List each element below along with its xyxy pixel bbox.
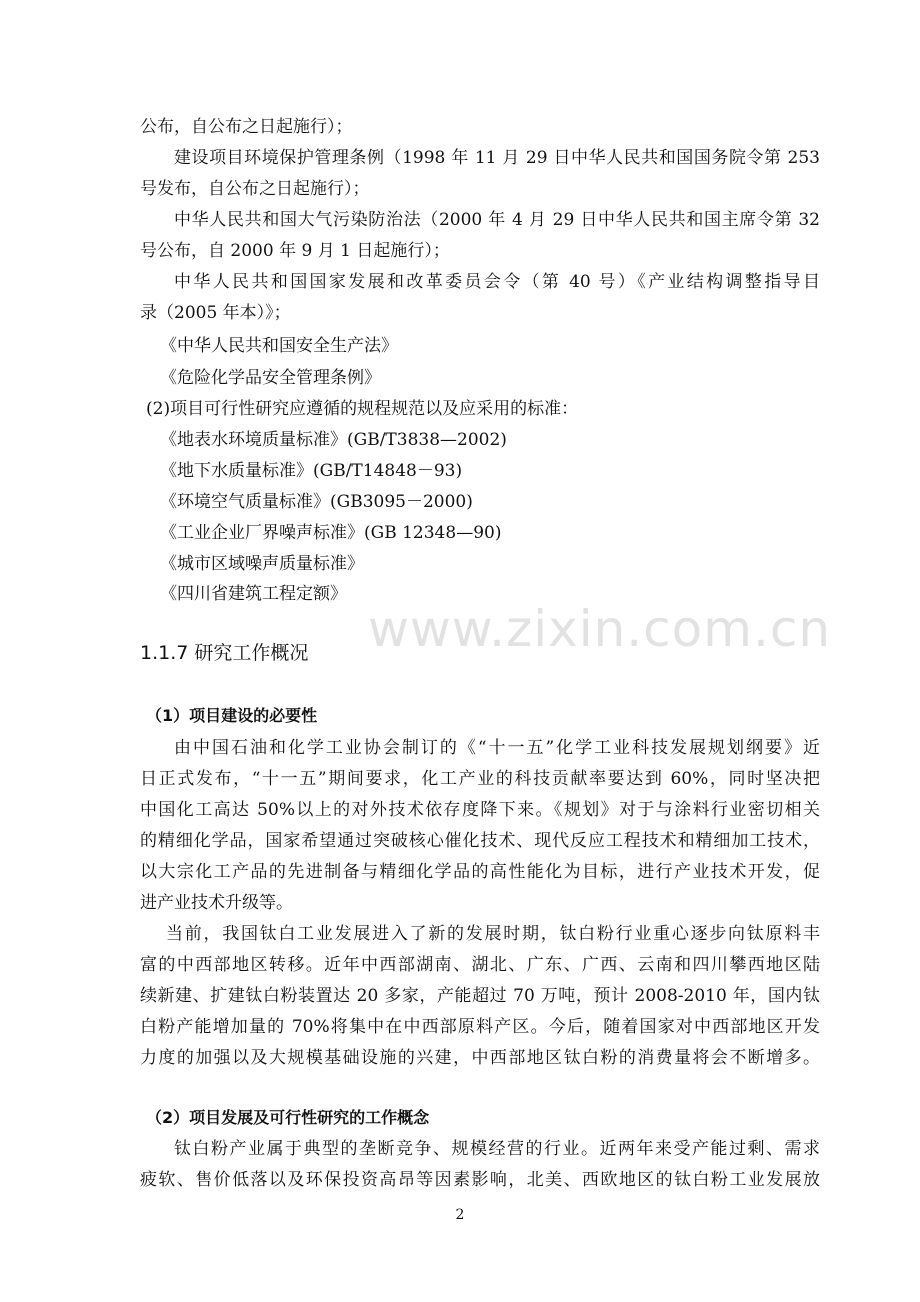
text-line: 力度的加强以及大规模基础设施的兴建，中西部地区钛白粉的消费量将会不断增多。 xyxy=(140,1048,820,1068)
text-line: 白粉产能增加量的 70%将集中在中西部原料产区。今后，随着国家对中西部地区开发 xyxy=(140,1017,820,1037)
subsection-heading: （2）项目发展及可行性研究的工作概念 xyxy=(146,1108,430,1127)
text-line: 钛白粉产业属于典型的垄断竞争、规模经营的行业。近两年来受产能过剩、需求 xyxy=(174,1139,820,1159)
text-line: 中华人民共和国国家发展和改革委员会令（第 40 号）《产业结构调整指导目 xyxy=(174,272,820,292)
text-line: 《危险化学品安全管理条例》 xyxy=(160,368,381,388)
text-line: 中华人民共和国大气污染防治法（2000 年 4 月 29 日中华人民共和国主席令第 32 xyxy=(174,210,820,230)
text-line: 中国化工高达 50%以上的对外技术依存度降下来。《规划》对于与涂料行业密切相关 xyxy=(140,800,820,820)
text-line: 录（2005 年本）》； xyxy=(140,303,291,323)
page-number: 2 xyxy=(455,1207,465,1223)
text-line: 《地表水环境质量标准》(GB/T3838—2002) xyxy=(160,430,507,450)
text-line: 的精细化学品，国家希望通过突破核心催化技术、现代反应工程技术和精细加工技术， xyxy=(140,831,820,851)
text-line: 进产业技术升级等。 xyxy=(140,893,293,913)
text-line: 日正式发布，“十一五”期间要求，化工产业的科技贡献率要达到 60%，同时坚决把 xyxy=(140,769,820,789)
text-line: 《工业企业厂界噪声标准》(GB 12348—90) xyxy=(160,523,502,543)
text-line: 建设项目环境保护管理条例（1998 年 11 月 29 日中华人民共和国国务院令第 253 xyxy=(174,148,820,168)
text-line: 公布，自公布之日起施行）； xyxy=(140,117,353,137)
subsection-heading: （1）项目建设的必要性 xyxy=(146,706,318,725)
watermark: www.zixin.com.cn xyxy=(368,600,832,658)
text-line: 《环境空气质量标准》(GB3095－2000) xyxy=(160,492,473,512)
text-line: (2)项目可行性研究应遵循的规程规范以及应采用的标准： xyxy=(146,399,579,419)
text-line: 续新建、扩建钛白粉装置达 20 多家，产能超过 70 万吨，预计 2008-2010 年，国内钛 xyxy=(140,986,820,1006)
section-heading: 1.1.7 研究工作概况 xyxy=(140,642,309,664)
text-line: 号公布，自 2000 年 9 月 1 日起施行）； xyxy=(140,241,450,261)
text-line: 《四川省建筑工程定额》 xyxy=(160,584,347,604)
text-line: 以大宗化工产品的先进制备与精细化学品的高性能化为目标，进行产业技术开发，促 xyxy=(140,862,820,882)
text-line: 疲软、售价低落以及环保投资高昂等因素影响，北美、西欧地区的钛白粉工业发展放 xyxy=(140,1170,820,1190)
text-line: 号发布，自公布之日起施行）； xyxy=(140,179,370,199)
text-line: 当前，我国钛白工业发展进入了新的发展时期，钛白粉行业重心逐步向钛原料丰 xyxy=(166,924,820,944)
text-line: 《中华人民共和国安全生产法》 xyxy=(160,336,398,356)
text-line: 富的中西部地区转移。近年中西部湖南、湖北、广东、广西、云南和四川攀西地区陆 xyxy=(140,955,820,975)
text-line: 《城市区域噪声质量标准》 xyxy=(160,554,364,574)
text-line: 由中国石油和化学工业协会制订的《“十一五”化学工业科技发展规划纲要》近 xyxy=(174,738,820,758)
text-line: 《地下水质量标准》(GB/T14848－93) xyxy=(160,461,463,481)
